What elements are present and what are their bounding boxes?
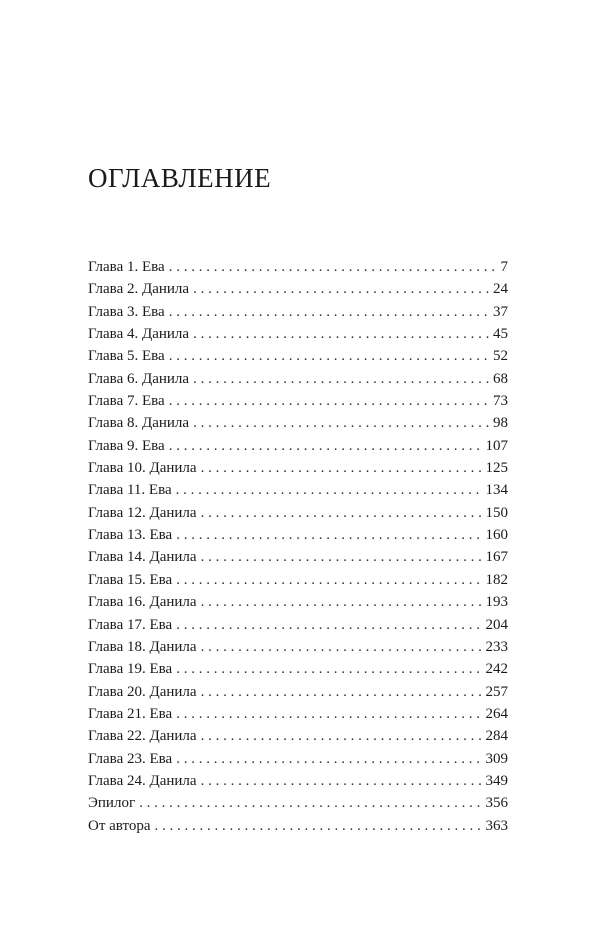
toc-entry-label: Глава 20. Данила [88,683,197,700]
toc-entry-page-number: 349 [485,772,508,789]
toc-entry-page-number: 107 [485,437,508,454]
toc-entry [88,390,508,412]
toc-entry-label: Глава 10. Данила [88,460,197,477]
toc-dot-leader [201,770,483,792]
toc-entry-page-number: 98 [493,415,508,432]
toc-entry-label: Глава 14. Данила [88,549,197,566]
toc-entry-label: Эпилог [88,795,136,812]
toc-entry [88,792,508,814]
toc-entry [88,502,508,524]
toc-entry-page-number: 68 [493,370,508,387]
toc-entry-page-number: 125 [485,460,508,477]
toc-entry-page-number: 134 [485,482,508,499]
toc-entry [88,614,508,636]
toc-entry-label: Глава 17. Ева [88,616,173,633]
toc-entry-page-number: 264 [485,705,508,722]
toc-entry-page-number: 356 [485,795,508,812]
toc-entry-page-number: 204 [485,616,508,633]
toc-entry [88,345,508,367]
toc-entry-page-number: 309 [485,750,508,767]
toc-entry [88,748,508,770]
toc-entry [88,546,508,568]
toc-entry-label: Глава 2. Данила [88,281,190,298]
toc-dot-leader [155,815,483,837]
toc-entry-page-number: 284 [485,728,508,745]
toc-dot-leader [176,703,482,725]
toc-entry-page-number: 182 [485,571,508,588]
toc-entry [88,412,508,434]
toc-entry [88,681,508,703]
toc-entry-page-number: 7 [500,259,508,275]
toc-entry-page-number: 233 [485,638,508,655]
toc-entry-page-number: 242 [485,661,508,678]
toc-dot-leader [169,345,490,367]
toc-entry [88,636,508,658]
toc-entry-label: Глава 7. Ева [88,393,165,410]
toc-entry-label: Глава 1. Ева [88,259,165,275]
toc-entry-page-number: 45 [493,326,508,343]
toc-entry [88,725,508,747]
toc-dot-leader [176,524,482,546]
toc-entry [88,435,508,457]
toc-dot-leader [193,278,490,300]
toc-entry-label: Глава 9. Ева [88,437,165,454]
toc-entry [88,323,508,345]
toc-entry-label: Глава 11. Ева [88,482,172,499]
toc-dot-leader [201,591,483,613]
toc-dot-leader [193,412,490,434]
toc-dot-leader [176,614,482,636]
toc-dot-leader [176,479,483,501]
toc-entry-page-number: 37 [493,303,508,320]
toc-dot-leader [169,256,498,278]
toc-entry-label: Глава 4. Данила [88,326,190,343]
toc-entry [88,703,508,725]
toc-entry-label: Глава 23. Ева [88,750,173,767]
toc-entry-page-number: 160 [485,527,508,544]
toc-entry-page-number: 24 [493,281,508,298]
toc-entry-label: Глава 13. Ева [88,527,173,544]
toc-entry-page-number: 150 [485,504,508,521]
toc-entry-label: Глава 16. Данила [88,594,197,611]
toc-dot-leader [201,636,483,658]
toc-entry [88,301,508,323]
toc-entry [88,368,508,390]
toc-entry-page-number: 257 [485,683,508,700]
toc-entry [88,815,508,837]
toc-entry-label: Глава 3. Ева [88,303,165,320]
toc-dot-leader [201,546,483,568]
toc-entry [88,770,508,792]
toc-dot-leader [176,748,482,770]
toc-dot-leader [139,792,482,814]
toc-entry [88,658,508,680]
toc-dot-leader [193,368,490,390]
toc-entry [88,479,508,501]
toc-dot-leader [201,502,483,524]
table-of-contents [88,256,508,837]
toc-entry-label: Глава 22. Данила [88,728,197,745]
toc-entry-label: Глава 12. Данила [88,504,197,521]
toc-dot-leader [201,681,483,703]
page-title: ОГЛАВЛЕНИЕ [88,163,272,193]
toc-entry [88,256,508,278]
toc-entry [88,457,508,479]
toc-entry-page-number: 73 [493,393,508,410]
toc-entry-page-number: 52 [493,348,508,365]
toc-entry-label: Глава 8. Данила [88,415,190,432]
toc-entry-page-number: 193 [485,594,508,611]
toc-dot-leader [193,323,490,345]
toc-entry [88,591,508,613]
toc-entry-label: От автора [88,817,151,834]
toc-entry-label: Глава 15. Ева [88,571,173,588]
toc-dot-leader [201,457,483,479]
toc-dot-leader [176,658,482,680]
toc-entry [88,524,508,546]
toc-entry-label: Глава 5. Ева [88,348,165,365]
toc-entry [88,569,508,591]
toc-dot-leader [176,569,482,591]
toc-entry-label: Глава 24. Данила [88,772,197,789]
toc-dot-leader [169,390,490,412]
toc-dot-leader [169,301,490,323]
toc-dot-leader [201,725,483,747]
toc-entry-label: Глава 6. Данила [88,370,190,387]
toc-entry-page-number: 167 [485,549,508,566]
toc-entry [88,278,508,300]
toc-entry-page-number: 363 [485,817,508,834]
toc-entry-label: Глава 18. Данила [88,638,197,655]
toc-entry-label: Глава 21. Ева [88,705,173,722]
toc-dot-leader [169,435,483,457]
toc-entry-label: Глава 19. Ева [88,661,173,678]
